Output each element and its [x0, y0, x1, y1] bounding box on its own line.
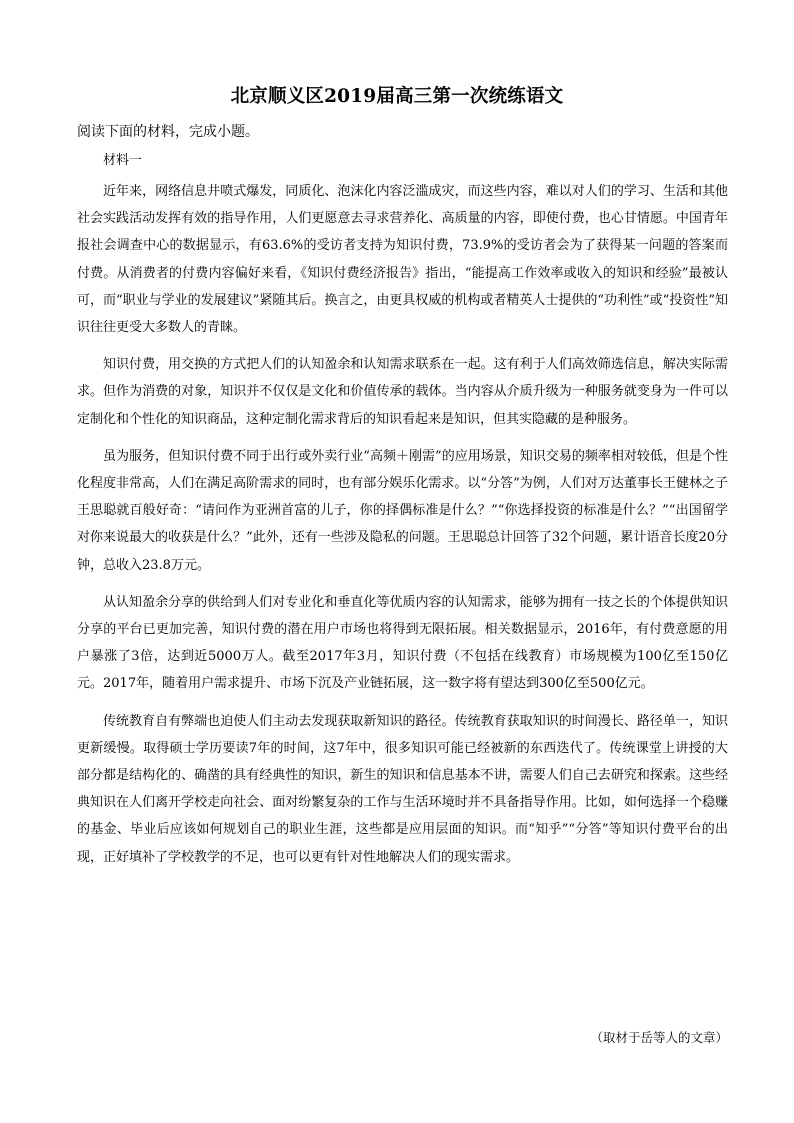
instruction-text: 阅读下面的材料，完成小题。	[77, 124, 259, 140]
article-body	[77, 178, 728, 881]
paragraph-2: 知识付费，用交换的方式把人们的认知盈余和认知需求联系在一起。这有利于人们高效筛选信息，解决实际需求。但作为消费的对象，知识并不仅仅是文化和价值传承的载体。当内容从介质升级为一种服务就变身为一件可以定制化和个性化的知识商品，这种定制化需求背后的知识看起来是知识，但其实隐藏的是种服务。	[77, 357, 728, 427]
paragraph-4: 从认知盈余分享的供给到人们对专业化和垂直化等优质内容的认知需求，能够为拥有一技之长的个体提供知识分享的平台已更加完善，知识付费的潜在用户市场也将得到无限拓展。相关数据显示，2016年，有付费意愿的用户暴涨了3倍，达到近5000万人。截至2017年3月，知识付费（不包括在线教育）市场规模为100亿至150亿元。2017年，随着用户需求提升、市场下沉及产业链拓展，这一数字将有望达到300亿至500亿元。	[77, 594, 728, 692]
source-citation: （取材于岳等人的文章）	[590, 1030, 728, 1045]
document-title: 北京顺义区2019届高三第一次统练语文	[230, 86, 564, 107]
paragraph-1: 近年来，网络信息井喷式爆发，同质化、泡沫化内容泛滥成灾，而这些内容，难以对人们的学习、生活和其他社会实践活动发挥有效的指导作用，人们更愿意去寻求营养化、高质量的内容，即使付费，也心甘情愿。中国青年报社会调查中心的数据显示，有63.6%的受访者支持为知识付费，73.9%的受访者会为了获得某一问题的答案而付费。从消费者的付费内容偏好来看，《知识付费经济报告》指出，“能提高工作效率或收入的知识和经验”最被认可，而“职业与学业的发展建议”紧随其后。换言之，由更具权威的机构或者精英人士提供的“功利性”或“投资性”知识往往更受大多数人的青睐。	[77, 184, 728, 336]
paragraph-3: 虽为服务，但知识付费不同于出行或外卖行业“高频＋刚需”的应用场景，知识交易的频率相对较低，但是个性化程度非常高，人们在满足高阶需求的同时，也有部分娱乐化需求。以“分答”为例，人们对万达董事长王健林之子王思聪就百般好奇：“请问作为亚洲首富的儿子，你的择偶标准是什么？”“你选择投资的标准是什么？”“出国留学对你来说最大的收获是什么？”此外，还有一些涉及隐私的问题。王思聪总计回答了32个问题，累计语音长度20分钟，总收入23.8万元。	[77, 448, 728, 573]
paragraph-5: 传统教育自有弊端也迫使人们主动去发现获取新知识的路径。传统教育获取知识的时间漫长、路径单一，知识更新缓慢。取得硕士学历要读7年的时间，这7年中，很多知识可能已经被新的东西迭代了。传统课堂上讲授的大部分都是结构化的、确凿的具有经典性的知识，新生的知识和信息基本不讲，需要人们自己去研究和探索。这些经典知识在人们离开学校走向社会、面对纷繁复杂的工作与生活环境时并不具备指导作用。比如，如何选择一个稳赚的基金、毕业后应该如何规划自己的职业生涯，这些都是应用层面的知识。而“知乎”“分答”等知识付费平台的出现，正好填补了学校教学的不足，也可以更有针对性地解决人们的现实需求。	[77, 713, 728, 865]
section-label: 材料一	[103, 153, 143, 168]
